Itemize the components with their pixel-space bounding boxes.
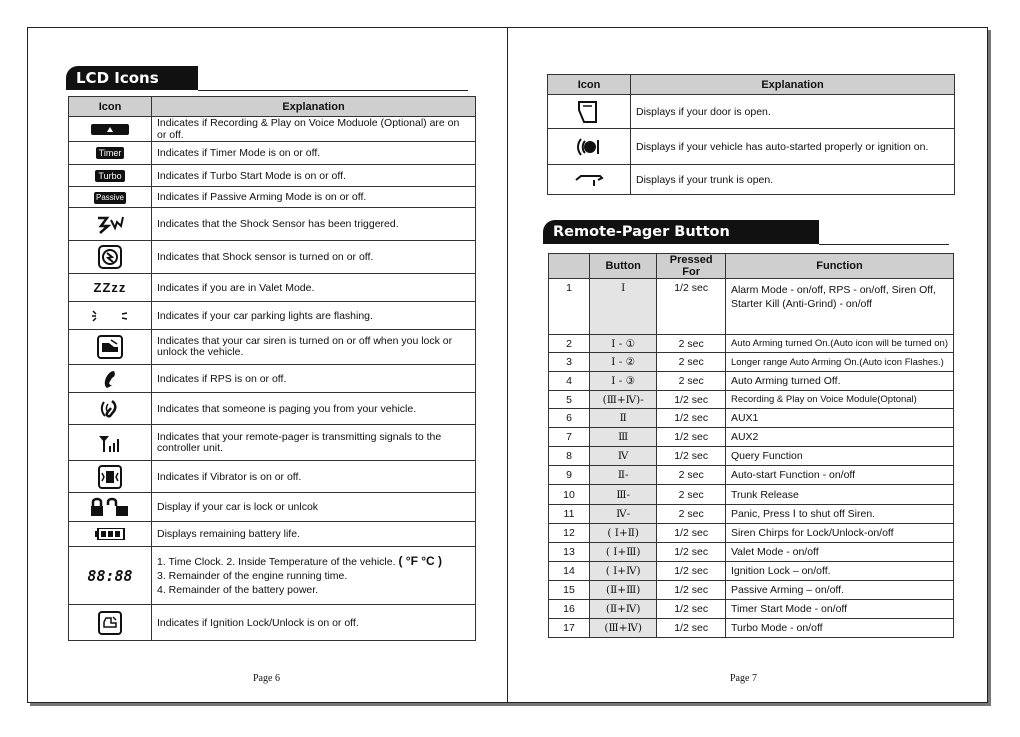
heading-rule	[198, 90, 468, 91]
page-7	[507, 27, 988, 703]
table-row	[69, 425, 476, 461]
table-row	[549, 372, 954, 391]
row-pressed-for: 2 sec	[657, 505, 726, 524]
row-number: 3	[549, 353, 590, 372]
row-explanation: Displays remaining battery life.	[152, 522, 476, 547]
row-function: AUX2	[725, 428, 953, 447]
row-button: Ⅱ-	[590, 466, 657, 485]
row-explanation: Indicates if Recording & Play on Voice Moduole (Optional) are on or off.	[152, 117, 476, 142]
door-open-icon	[576, 100, 602, 124]
row-explanation: Indicates that someone is paging you from your vehicle.	[152, 393, 476, 425]
row-explanation: Indicates that the Shock Sensor has been triggered.	[152, 208, 476, 241]
row-button: Ⅳ-	[590, 505, 657, 524]
ignition-lock-icon	[98, 611, 122, 635]
table-row	[549, 562, 954, 581]
row-number: 7	[549, 428, 590, 447]
row-button: ( Ⅰ+Ⅳ)	[590, 562, 657, 581]
table-row	[549, 428, 954, 447]
table-row	[69, 117, 476, 142]
recording-icon	[91, 124, 129, 135]
button-column-header: Button	[590, 254, 657, 279]
row-explanation: 1. Time Clock. 2. Inside Temperature of the vehicle. ( °F °C ) 3. Remainder of the engine running time. 4. Remainder of the battery power.	[152, 547, 476, 605]
extra-icons-table	[547, 74, 955, 195]
lcd-icons-heading: LCD Icons	[66, 66, 198, 90]
row-pressed-for: 1/2 sec	[657, 391, 726, 409]
row-function: Panic, Press Ⅰ to shut off Siren.	[725, 505, 953, 524]
row-button: Ⅰ - ③	[590, 372, 657, 391]
row-pressed-for: 1/2 sec	[657, 524, 726, 543]
row-function: Auto Arming turned On.(Auto icon will be turned on)	[725, 335, 953, 353]
table-row	[548, 95, 955, 129]
row-explanation: Indicates if Passive Arming Mode is on or off.	[152, 187, 476, 208]
table-row	[69, 142, 476, 165]
table-row	[69, 330, 476, 365]
table-row	[549, 409, 954, 428]
rps-phone-icon	[102, 369, 118, 389]
auto-start-icon	[576, 134, 602, 160]
table-row	[549, 600, 954, 619]
row-number: 8	[549, 447, 590, 466]
row-pressed-for: 2 sec	[657, 485, 726, 505]
table-row	[549, 543, 954, 562]
row-function: Ignition Lock – on/off.	[725, 562, 953, 581]
row-pressed-for: 1/2 sec	[657, 409, 726, 428]
icon-column-header: Icon	[548, 75, 631, 95]
row-number: 16	[549, 600, 590, 619]
row-button: Ⅰ - ①	[590, 335, 657, 353]
remote-pager-table	[548, 253, 954, 638]
row-number: 5	[549, 391, 590, 409]
row-pressed-for: 2 sec	[657, 372, 726, 391]
row-button: Ⅱ	[590, 409, 657, 428]
row-explanation: Indicates if you are in Valet Mode.	[152, 274, 476, 302]
table-row	[549, 581, 954, 600]
table-row	[69, 302, 476, 330]
table-row	[549, 466, 954, 485]
row-explanation: Indicates if Turbo Start Mode is on or off.	[152, 165, 476, 187]
row-pressed-for: 1/2 sec	[657, 562, 726, 581]
function-column-header: Function	[725, 254, 953, 279]
row-function: Timer Start Mode - on/off	[725, 600, 953, 619]
row-number: 6	[549, 409, 590, 428]
row-number: 12	[549, 524, 590, 543]
row-pressed-for: 1/2 sec	[657, 279, 726, 335]
shock-sensor-icon	[98, 245, 122, 269]
table-row	[549, 353, 954, 372]
row-number: 10	[549, 485, 590, 505]
row-pressed-for: 2 sec	[657, 466, 726, 485]
row-explanation: Indicates that your car siren is turned on or off when you lock or unlock the vehicle.	[152, 330, 476, 365]
table-row	[549, 505, 954, 524]
row-function: Trunk Release	[725, 485, 953, 505]
row-function: Alarm Mode - on/off, RPS - on/off, Siren Off, Starter Kill (Anti-Grind) - on/off	[725, 279, 953, 335]
row-button: Ⅰ	[590, 279, 657, 335]
trunk-open-icon	[574, 171, 604, 189]
turbo-icon: Turbo	[95, 170, 124, 182]
row-number: 4	[549, 372, 590, 391]
explanation-column-header: Explanation	[631, 75, 955, 95]
table-row	[69, 274, 476, 302]
parking-lights-icon	[90, 308, 130, 324]
row-function: Auto-start Function - on/off	[725, 466, 953, 485]
battery-icon	[95, 528, 125, 540]
row-function: Turbo Mode - on/off	[725, 619, 953, 638]
row-button: Ⅳ	[590, 447, 657, 466]
row-number: 13	[549, 543, 590, 562]
row-function: AUX1	[725, 409, 953, 428]
transmit-signal-icon	[97, 433, 123, 453]
row-function: Valet Mode - on/off	[725, 543, 953, 562]
pressed-column-header: Pressed For	[657, 254, 726, 279]
row-explanation: Indicates if RPS is on or off.	[152, 365, 476, 393]
row-explanation: Display if your car is lock or unlcok	[152, 493, 476, 522]
page-number: Page 6	[253, 673, 280, 684]
row-explanation: Displays if your door is open.	[631, 95, 955, 129]
table-row	[549, 524, 954, 543]
row-button: Ⅰ - ②	[590, 353, 657, 372]
timer-icon: Timer	[96, 147, 125, 159]
table-row	[69, 522, 476, 547]
table-row	[549, 279, 954, 335]
row-function: Query Function	[725, 447, 953, 466]
row-explanation: Displays if your trunk is open.	[631, 165, 955, 195]
row-number: 9	[549, 466, 590, 485]
row-pressed-for: 2 sec	[657, 335, 726, 353]
table-row	[549, 619, 954, 638]
row-button: ( Ⅰ+Ⅱ)	[590, 524, 657, 543]
row-explanation: Indicates if Vibrator is on or off.	[152, 461, 476, 493]
row-pressed-for: 1/2 sec	[657, 581, 726, 600]
row-number: 1	[549, 279, 590, 335]
row-button: Ⅲ	[590, 428, 657, 447]
vibrator-icon	[98, 465, 122, 489]
remote-pager-heading: Remote-Pager Button	[543, 220, 819, 244]
passive-icon: Passive	[95, 192, 124, 202]
row-pressed-for: 2 sec	[657, 353, 726, 372]
table-row	[69, 241, 476, 274]
page-number: Page 7	[730, 673, 757, 684]
row-explanation: Indicates that Shock sensor is turned on or off.	[152, 241, 476, 274]
icon-column-header: Icon	[69, 97, 152, 117]
row-pressed-for: 1/2 sec	[657, 428, 726, 447]
row-pressed-for: 1/2 sec	[657, 447, 726, 466]
row-button: Ⅲ-	[590, 485, 657, 505]
row-function: Siren Chirps for Lock/Unlock-on/off	[725, 524, 953, 543]
shock-triggered-icon	[95, 214, 125, 234]
row-button: (Ⅱ+Ⅳ)	[590, 600, 657, 619]
row-explanation: Indicates if Ignition Lock/Unlock is on or off.	[152, 605, 476, 641]
table-row	[69, 208, 476, 241]
row-number: 17	[549, 619, 590, 638]
row-button: (Ⅱ+Ⅲ)	[590, 581, 657, 600]
lcd-icons-table	[68, 96, 476, 641]
row-number: 11	[549, 505, 590, 524]
table-row	[549, 391, 954, 409]
row-number: 2	[549, 335, 590, 353]
table-row	[69, 605, 476, 641]
row-function: Longer range Auto Arming On.(Auto icon Flashes.)	[725, 353, 953, 372]
row-button: ( Ⅰ+Ⅲ)	[590, 543, 657, 562]
siren-icon	[97, 335, 123, 359]
row-explanation: Displays if your vehicle has auto-started properly or ignition on.	[631, 129, 955, 165]
row-function: Auto Arming turned Off.	[725, 372, 953, 391]
row-function: Passive Arming – on/off.	[725, 581, 953, 600]
row-pressed-for: 1/2 sec	[657, 600, 726, 619]
row-button: (Ⅲ+Ⅳ)	[590, 619, 657, 638]
valet-sleep-icon: ZZzz	[93, 280, 127, 295]
row-function: Recording & Play on Voice Module(Optonal)	[725, 391, 953, 409]
table-row	[69, 393, 476, 425]
table-row	[69, 165, 476, 187]
table-row	[69, 493, 476, 522]
row-number: 15	[549, 581, 590, 600]
paging-icon	[98, 398, 122, 420]
row-explanation: Indicates that your remote-pager is transmitting signals to the controller unit.	[152, 425, 476, 461]
clock-digits-icon: 88:88	[87, 566, 133, 585]
table-row	[69, 547, 476, 605]
row-pressed-for: 1/2 sec	[657, 543, 726, 562]
table-row	[549, 447, 954, 466]
table-row	[69, 187, 476, 208]
table-row	[549, 485, 954, 505]
table-row	[69, 365, 476, 393]
row-number: 14	[549, 562, 590, 581]
page-6	[27, 27, 508, 703]
table-row	[548, 129, 955, 165]
row-explanation: Indicates if Timer Mode is on or off.	[152, 142, 476, 165]
heading-rule	[819, 244, 949, 245]
row-button: (Ⅲ+Ⅳ)-	[590, 391, 657, 409]
row-pressed-for: 1/2 sec	[657, 619, 726, 638]
table-row	[548, 165, 955, 195]
table-row	[69, 461, 476, 493]
explanation-column-header: Explanation	[152, 97, 476, 117]
row-explanation: Indicates if your car parking lights are flashing.	[152, 302, 476, 330]
num-column-header	[549, 254, 590, 279]
table-row	[549, 335, 954, 353]
lock-unlock-icon	[88, 497, 132, 517]
